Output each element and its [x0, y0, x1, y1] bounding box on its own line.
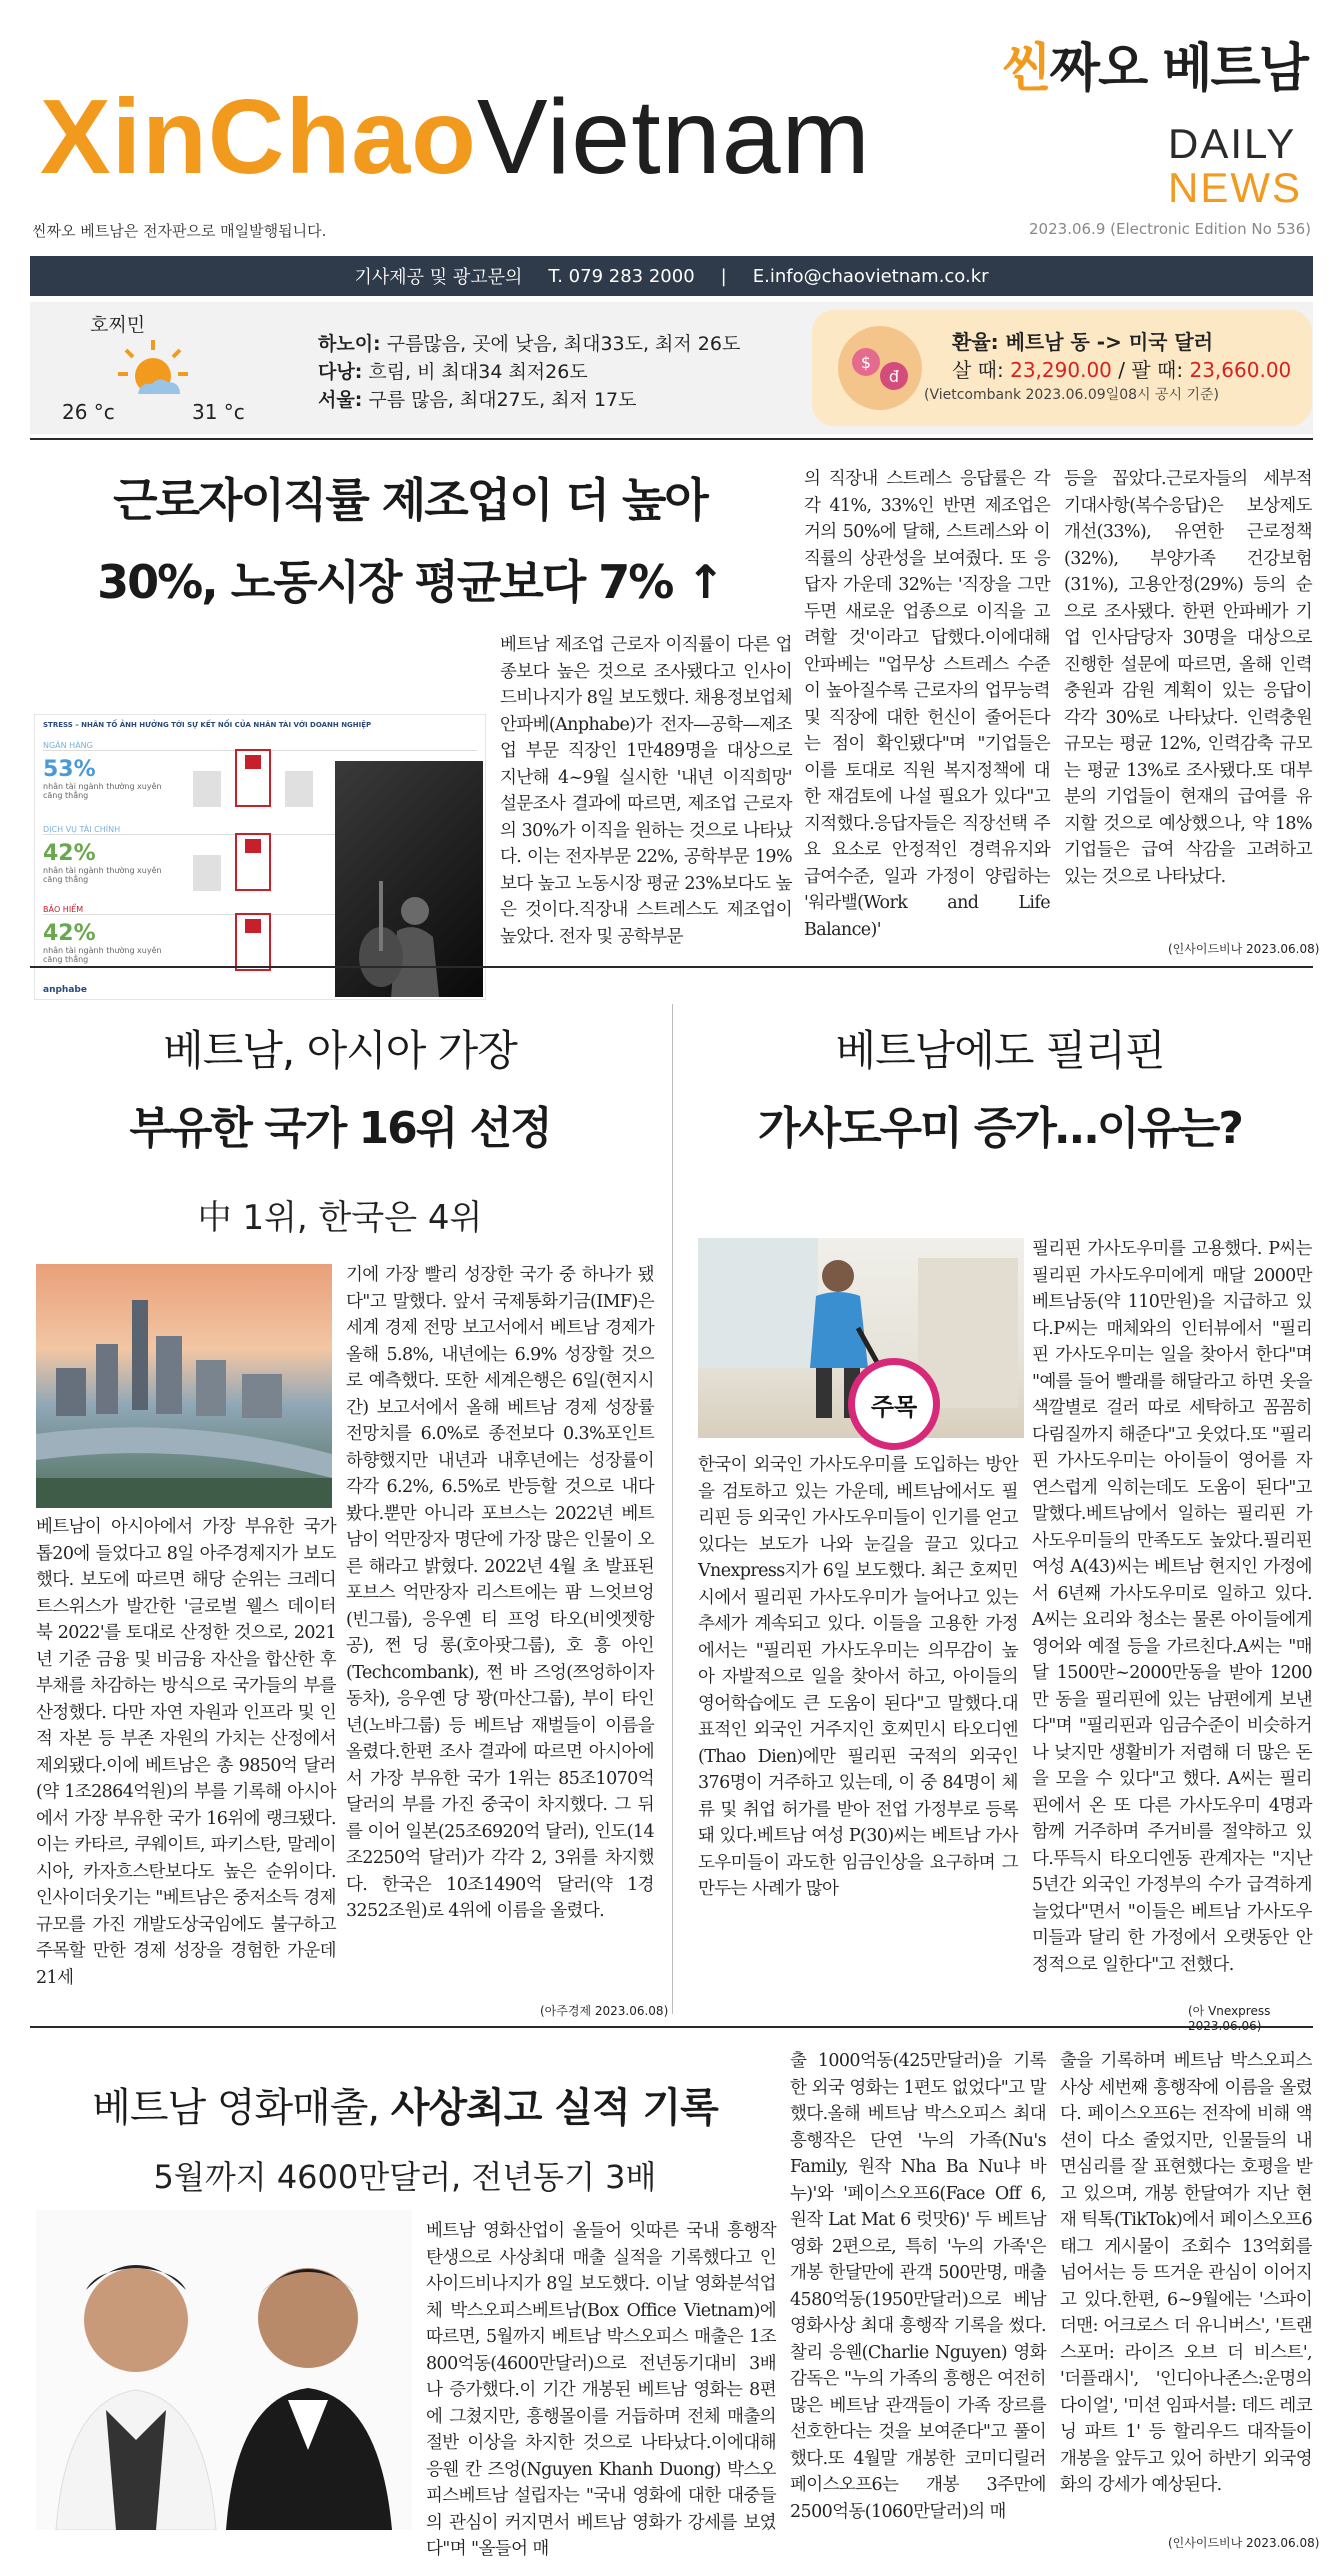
article4-title-a: 베트남 영화매출,: [92, 2085, 391, 2131]
article4-title: [40, 2076, 770, 2133]
exchange-title: 환율: 베트남 동 -> 미국 달러: [952, 330, 1214, 354]
bar-mark: [193, 771, 221, 807]
bar-mark-highlight: [235, 833, 271, 891]
article3-title-line2: 가사도우미 증가…이유는?: [758, 1103, 1242, 1154]
article2-col-left: 베트남이 아시아에서 가장 부유한 국가 톱20에 들었다고 8일 아주경제지가 보도했다. 보도에 따르면 해당 순위는 크레디트스위스가 발간한 '글로벌 웰스 데이터북 2022'를 토대로 산정한 것으로, 2021년 기준 금융 및 비금융 자산을 합산한 후 부채를 차감하는 방식으로 국가들의 부를 산정했다. 다만 자연 자원과 인프라 및 인적 자본 등 부존 자원의 가치는 산정에서 제외됐다.이에 베트남은 총 9850억 달러(약 1조2864억원)의 부를 기록해 아시아에서 가장 부유한 국가 16위에 랭크됐다. 이는 카타르, 쿠웨이트, 파키스탄, 말레이시아, 카자흐스탄보다도 높은 순위이다.인사이더웃기는 "베트남은 중저소득 경제 규모를 가진 개발도상국임에도 불구하고 주목할 만한 경제 성장을 경험한 가운데 21세: [36, 1517, 336, 1988]
article1-title-line1: 근로자이직률 제조업이 더 높아: [113, 473, 707, 527]
weather-seoul-city: 서울:: [318, 389, 363, 411]
article4-source: (인사이드비나 2023.06.08): [1168, 2536, 1320, 2550]
person-with-guitar-icon: [335, 761, 483, 997]
contact-label: 기사제공 및 광고문의: [354, 267, 523, 288]
article4-col1: 베트남 영화산업이 올들어 잇따른 국내 흥행작 탄생으로 사상최대 매출 실적을 기록했다고 인사이드비나지가 8일 보도했다. 이날 영화분석업체 박스오피스베트남(Box Office Vietnam)에 따르면, 5월까지 베트남 박스오피스 매출은 1조800억동(4600만달러)으로 전년동기대비 3배나 증가했다.이 기간 개봉된 베트남 영화는 8편에 그쳤지만, 흥행몰이를 거듭하며 전체 매출의 절반 이상을 차지한 것으로 나타났다.이에대해 응웬 칸 즈엉(Nguyen Khanh Duong) 박스오피스베트남 설립자는 "국내 영화에 대한 대중들의 관심이 커지면서 베트남 영화가 강세를 보였다"며 "올들어 매: [426, 2221, 776, 2559]
logo-xinchao: XinChao: [40, 78, 477, 196]
article4-subtitle: 5월까지 4600만달러, 전년동기 3배: [153, 2158, 657, 2196]
article2-subtitle: 中 1위, 한국은 4위: [197, 1198, 483, 1238]
article3-title-line1: 베트남에도 필리핀: [835, 1026, 1165, 1075]
divider: [30, 2026, 1313, 2028]
contact-email[interactable]: E.info@chaovietnam.co.kr: [752, 265, 989, 287]
actors-photo: [36, 2210, 412, 2530]
temp-low: 26 °c: [62, 400, 115, 424]
sector-label: NGÂN HÀNG: [43, 741, 477, 751]
daily-label: DAILY: [1168, 120, 1297, 167]
logo-vietnam: Vietnam: [476, 78, 871, 196]
bar-mark: [193, 855, 221, 891]
regional-weather: [318, 330, 740, 414]
article3-col-left: 한국이 외국인 가사도우미를 도입하는 방안을 검토하고 있는 가운데, 베트남에서도 필리핀 등 외국인 가사도우미들이 인기를 얻고 있다는 보도가 나와 눈길을 끌고 있다고 Vnexpress지가 6일 보도했다. 최근 호찌민시에서 필리핀 가사도우미가 늘어나고 있는 추세가 계속되고 있다. 이들을 고용한 가정에서는 "필리핀 가사도우미는 의무감이 높아 자발적으로 일을 찾아서 하고, 아이들의 영어학습에도 큰 도움이 된다"고 말했다.대표적인 외국인 거주지인 호찌민시 타오디엔(Thao Dien)에만 필리핀 국적의 외국인 376명이 거주하고 있는데, 이 중 84명이 체류 및 취업 허가를 받아 전업 가정부로 등록돼 있다.베트남 여성 P(30)씨는 베트남 가사도우미들이 과도한 임금인상을 요구하며 그만두는 사례가 많아: [698, 1455, 1018, 1899]
article1-col3: 등을 꼽았다.근로자들의 세부적 기대사항(복수응답)은 보상제도 개선(33%), 유연한 근로정책(32%), 부양가족 건강보험(31%), 고용안정(29%) 등의 순으로 조사됐다. 한편 안파베가 기업 인사담당자 30명을 대상으로 진행한 설문에 따르면, 올해 인력 충원과 감원 계획이 있는 응답이 각각 30%로 나타났다. 인력충원 규모는 평균 12%, 인력감축 규모는 평균 13%로 조사됐다.또 대부분의 기업들이 현재의 급여를 유지할 것으로 예상했으나, 약 18% 기업들은 급여 삭감을 고려하고 있는 것으로 나타났다.: [1064, 469, 1312, 887]
bar-mark-highlight: [235, 913, 271, 971]
svg-text:$: $: [860, 353, 872, 372]
stressed-person-photo: [335, 761, 483, 997]
sector-pct: 53%: [43, 757, 96, 782]
weather-hanoi-city: 하노이:: [318, 333, 381, 355]
weather-hanoi-text: 구름많음, 곳에 낮음, 최대33도, 최저 26도: [380, 333, 741, 355]
article1-col2: 의 직장내 스트레스 응답률은 각각 41%, 33%인 반면 제조업은 거의 50%에 달해, 스트레스와 이직률의 상관성을 보여줬다. 또 응답자 가운데 32%는 '직장을 그만두면 새로운 업종으로 이직을 고려할 것'이라고 답했다.이에대해 안파베는 "업무상 스트레스 수준이 높아질수록 근로자의 업무능력 및 직장에 대한 헌신이 줄어든다는 점이 확인됐다"며 "기업들은 이를 토대로 직원 복지정책에 대한 재검토에 나설 필요가 있다"고 지적했다.응답자들은 직장선택 주요 요소로 안정적인 경력유지와 급여수준, 일과 가정이 양립하는 '워라밸(Work and Life Balance)': [804, 469, 1050, 940]
logo: [40, 78, 871, 196]
article2-source: (아주경제 2023.06.08): [540, 2004, 669, 2018]
weather-hanoi: [318, 330, 740, 358]
weather-danang: [318, 358, 740, 386]
sector-caption: nhân tài ngành thường xuyên căng thẳng: [43, 866, 162, 884]
contact-bar: [30, 256, 1313, 296]
daily-news: [1168, 122, 1302, 210]
buy-label: 살 때:: [952, 358, 1004, 382]
sun-cloud-icon: [118, 338, 188, 398]
publish-notice: 씬짜오 베트남은 전자판으로 매일발행됩니다.: [32, 222, 327, 240]
bar-mark-highlight: [235, 749, 271, 807]
svg-text:đ: đ: [888, 367, 900, 386]
news-label: NEWS: [1168, 164, 1302, 211]
sector-label: DỊCH VỤ TÀI CHÍNH: [43, 825, 477, 835]
sell-value: 23,660.00: [1189, 358, 1292, 382]
temp-high: 31 °c: [192, 400, 245, 424]
brand-ko-rest: 짜오 베트남: [1049, 39, 1307, 99]
subheader: [32, 220, 1311, 241]
currency-exchange-icon: [834, 322, 926, 414]
weather-seoul: [318, 386, 740, 414]
infographic-heading: STRESS – NHÂN TỐ ẢNH HƯỞNG TỚI SỰ KẾT NỐI CỦA NHÂN TÀI VỚI DOANH NGHIỆP: [43, 721, 372, 729]
bar-mark: [285, 771, 313, 807]
article2-title-line2: 부유한 국가 16위 선정: [129, 1103, 551, 1154]
sector-pct: 42%: [43, 841, 96, 866]
buy-value: 23,290.00: [1010, 358, 1112, 382]
article4-col2: 출 1000억동(425만달러)을 기록한 외국 영화는 1편도 없었다"고 말했다.올해 베트남 박스오피스 최대 흥행작은 단연 '누의 가족(Nu's Family, 원작 Nha Ba Nu냐 바 누)'와 '페이스오프6(Face Off 6, 원작 Lat Mat 6 럿맛6)' 두 베트남 영화 2편으로, 특히 '누의 가족'은 개봉 한달만에 관객 500만명, 매출 4580억동(1950만달러)으로 베남 영화사상 최대 흥행작 기록을 썼다.찰리 응웬(Charlie Nguyen) 영화감독은 "누의 가족의 흥행은 여전히 많은 베트남 관객들이 가족 장르를 선호한다는 것을 보여준다"고 풀이했다.또 4월말 개봉한 코미디릴러 페이스오프6는 개봉 3주만에 2500억동(1060만달러)의 매: [790, 2051, 1046, 2522]
article4-col3: 출을 기록하며 베트남 박스오피스 사상 세번째 흥행작에 이름을 올렸다. 페이스오프6는 전작에 비해 액션이 다소 줄었지만, 인물들의 내면심리를 잘 표현했다는 호평을 받고 있으며, 개봉 한달여가 지난 현재 틱톡(TikTok)에서 페이스오프6 태그 게시물이 조회수 13억회를 넘어서는 등 뜨거운 관심이 이어지고 있다.한편, 6~9월에는 '스파이더맨: 어크로스 더 유니버스', '트랜스포머: 라이즈 오브 더 비스트', '더플래시', '인디아나존스:운명의 다이얼', '미션 임파서블: 데드 레코닝 파트 1' 등 할리우드 대작들이 개봉을 앞두고 있어 하반기 외국영화의 강세가 예상된다.: [1060, 2051, 1312, 2495]
brand-ko-accent: 씬: [1001, 39, 1050, 99]
edition-info: 2023.06.9 (Electronic Edition No 536): [1029, 220, 1311, 238]
sector-caption: nhân tài ngành thường xuyên căng thẳng: [43, 782, 162, 800]
two-actors-icon: [36, 2210, 412, 2530]
article1-col1: 베트남 제조업 근로자 이직률이 다른 업종보다 높은 것으로 조사됐다고 인사이드비나지가 8일 보도했다. 채용정보업체 안파베(Anphabe)가 전자—공학—제조업 부문 직장인 1만489명을 대상으로 지난해 4~9월 실시한 '내년 이직희망' 설문조사 결과에 따르면, 제조업 근로자의 30%가 이직을 원하는 것으로 나타났다. 이는 전자부문 22%, 공학부문 19%보다 높고 노동시장 평균 23%보다도 높은 것이다.직장내 스트레스도 제조업이 높았다. 전자 및 공학부문: [500, 635, 792, 947]
sector-pct: 42%: [43, 921, 96, 946]
column-divider: [672, 1004, 673, 2014]
feature-badge: 주목: [848, 1358, 940, 1450]
rate-slash: /: [1118, 358, 1126, 382]
article3-col-right: 필리핀 가사도우미를 고용했다. P씨는 필리핀 가사도우미에게 매달 2000만 베트남동(약 110만원)을 지급하고 있다.P씨는 매체와의 인터뷰에서 "필리핀 가사도우미는 일을 찾아서 한다"며 "예를 들어 빨래를 해달라고 하면 옷을 색깔별로 걸러 따로 세탁하고 꼼꼼히 다림질까지 해준다"고 웃었다.또 "필리핀 가사도우미는 아이들이 영어를 자연스럽게 익히는데도 도움이 된다"고 말했다.베트남에서 일하는 필리핀 가사도우미들의 만족도도 높았다.필리핀 여성 A(43)씨는 베트남 현지인 가정에서 6년째 가사도우미로 일하고 있다. A씨는 요리와 청소는 물론 아이들에게 영어와 예절 등을 가르친다.A씨는 "매달 1500만~2000만동을 받아 1200만 동을 필리핀에 있는 남편에게 보낸다"며 "필리핀과 임금수준이 비슷하거나 낮지만 생활비가 저렴해 더 많은 돈을 모을 수 있다"고 했다. A씨는 필리핀에서 온 또 다른 가사도우미 4명과 함께 거주하며 주거비를 절약하고 있다.뚜득시 타오디엔동 관계자는 "지난 5년간 외국인 가정부의 수가 급격하게 늘었다"면서 "이들은 베트남 가사도우미들과 달리 한 가정에서 오랫동안 안정적으로 일한다"고 전했다.: [1032, 1239, 1312, 1975]
anphabe-logo: anphabe: [43, 985, 87, 995]
stress-infographic: [34, 714, 486, 1000]
divider: [30, 966, 1313, 968]
exchange-note: (Vietcombank 2023.06.09일08시 공시 기준): [924, 387, 1219, 403]
weather-seoul-text: 구름 많음, 최대27도, 최저 17도: [362, 389, 637, 411]
city-skyline-photo: [36, 1264, 332, 1508]
article4-title-b: 사상최고 실적 기록: [390, 2085, 718, 2131]
weather-danang-city: 다낭:: [318, 361, 363, 383]
divider: [30, 438, 1313, 440]
article3-source: (아 Vnexpress: [1188, 2004, 1271, 2018]
sector-label: BẢO HIỂM: [43, 905, 477, 915]
weather-danang-text: 흐림, 비 최대34 최저26도: [362, 361, 588, 383]
article1-source: (인사이드비나 2023.06.08): [1168, 942, 1320, 956]
contact-phone[interactable]: T. 079 283 2000: [548, 265, 695, 287]
article1-title-line2: 30%, 노동시장 평균보다 7% ↑: [97, 555, 723, 609]
exchange-rates: [952, 354, 1291, 383]
weather-city: 호찌민: [90, 314, 146, 336]
brand-korean: [1002, 26, 1308, 101]
article2-title-line1: 베트남, 아시아 가장: [163, 1026, 517, 1075]
sector-caption: nhân tài ngành thường xuyên căng thẳng: [43, 946, 162, 964]
contact-separator: |: [720, 265, 727, 287]
sell-label: 팔 때:: [1131, 358, 1184, 382]
skyline-icon: [36, 1264, 332, 1508]
article2-col-right: 기에 가장 빨리 성장한 국가 중 하나가 됐다"고 말했다. 앞서 국제통화기금(IMF)은 세계 경제 전망 보고서에서 베트남 경제가 올해 5.8%, 내년에는 6.9% 성장할 것으로 예측했다. 또한 세계은행은 6일(현지시간) 보고서에서 올해 베트남 경제 성장률 전망치를 6.0%로 종전보다 0.3%포인트 하향했지만 내년과 내후년에는 성장률이 각각 6.2%, 6.5%로 반등할 것으로 내다봤다.뿐만 아니라 포브스는 2022년 베트남이 억만장자 명단에 가장 많은 인물이 오른 해라고 밝혔다. 2022년 4월 초 발표된 포브스 억만장자 리스트에는 팜 느엇브엉(빈그룹), 응우옌 티 프엉 타오(비엣젯항공), 쩐 딩 롱(호아팟그룹), 호 흥 아인(Techcombank), 쩐 바 즈엉(쯔엉하이자동차), 응우옌 당 꽝(마산그룹), 부이 타인 년(노바그룹) 등 베트남 재벌들이 이름을 올렸다.한편 조사 결과에 따르면 아시아에서 가장 부유한 국가 1위는 85조1070억 달러의 부를 가진 중국이 차지했다. 그 뒤를 이어 일본(25조6920억 달러), 인도(14조2250억 달러)가 각각 2, 3위를 차지했다. 한국은 10조1490억 달러(약 1경3252조원)로 4위에 이름을 올렸다.: [346, 1265, 654, 1921]
